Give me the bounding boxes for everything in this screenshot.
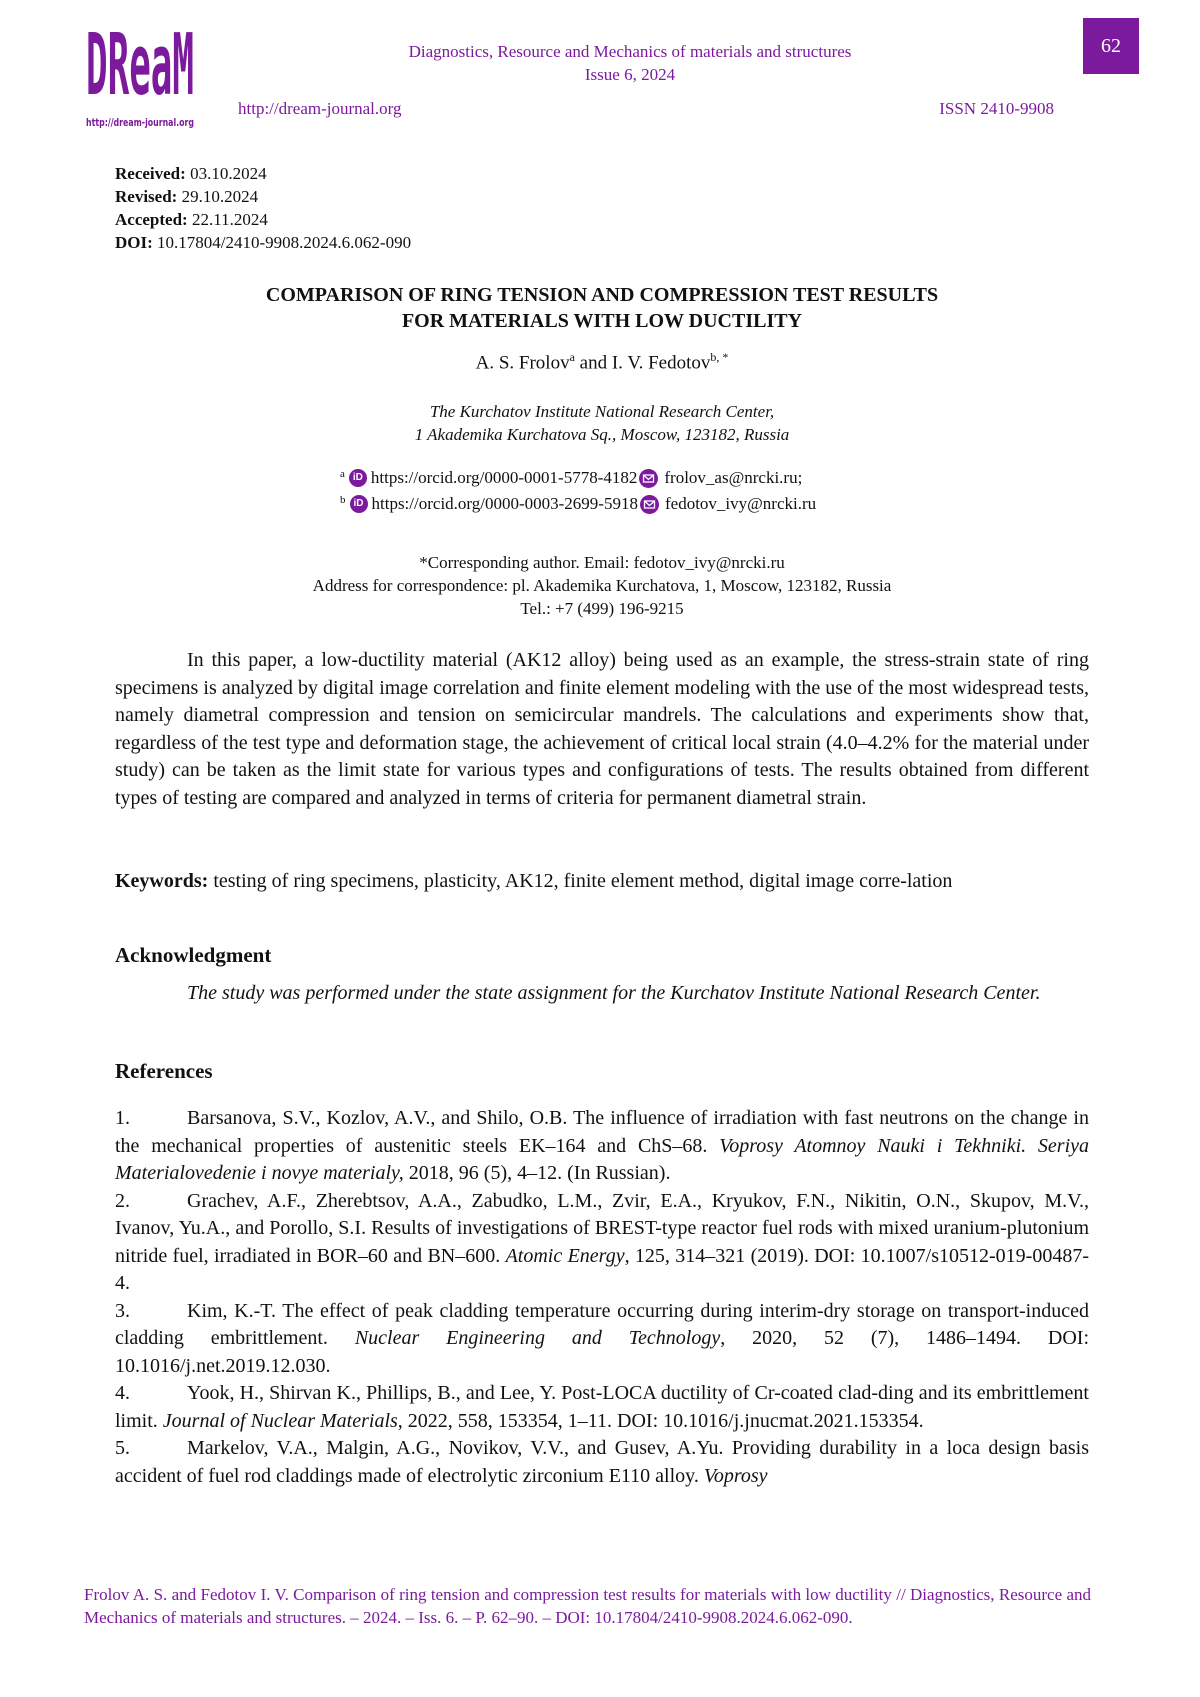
author-frolov: A. S. Frolov — [475, 352, 570, 374]
page-number: 62 — [1083, 18, 1139, 74]
issn: ISSN 2410-9908 — [939, 99, 1054, 118]
email-icon — [640, 495, 659, 514]
reference-source: Atomic Energy — [505, 1244, 625, 1267]
email-link-b[interactable]: fedotov_ivy@nrcki.ru — [664, 494, 817, 513]
doi-link[interactable]: 10.17804/2410-9908.2024.6.062-090 — [157, 233, 412, 252]
reference-number: 3. — [115, 1299, 130, 1322]
reference-item — [115, 1188, 1089, 1298]
affiliation: The Kurchatov Institute National Research Center, 1 Akademika Kurchatova Sq., Moscow, 123182, Russia — [414, 402, 790, 444]
reference-number: 1. — [115, 1107, 130, 1129]
reference-details: , 125, 314–321 (2019). DOI: 10.1007/s10512-019-00487-4. — [115, 1244, 1089, 1294]
telephone: Tel.: +7 (499) 196-9215 — [520, 599, 684, 618]
logo-wordmark: DReaM — [85, 15, 194, 115]
keywords-text: testing of ring specimens, plasticity, AK12, finite element method, digital image corre-lation — [213, 870, 953, 892]
reference-source: Journal of Nuclear Materials — [162, 1409, 398, 1432]
journal-title — [330, 40, 930, 86]
authors: A. S. Frolov$^a$ and I. V. Fedotov$^{b, *}$ — [475, 350, 729, 374]
reference-text: Markelov, V.A., Malgin, A.G., Novikov, V.V., and Gusev, A.Yu. Providing durability in a loca design basis accident of fuel rod claddings made of electrolytic zirconium E110 alloy. — [115, 1437, 1089, 1487]
acknowledgment-heading: Acknowledgment — [115, 943, 272, 967]
keywords-label: Keywords: — [115, 870, 209, 892]
accepted-date: Accepted: 22.11.2024 — [115, 210, 268, 229]
reference-number: 5. — [115, 1437, 130, 1459]
reference-text: Barsanova, S.V., Kozlov, A.V., and Shilo, O.B. The influence of irradiation with fast neutrons on the change in the mechanical properties of austenitic steels EK–164 and ChS–68. — [115, 1107, 1089, 1157]
doi: DOI: 10.17804/2410-9908.2024.6.062-090 — [115, 233, 412, 252]
logo-url: http://dream-journal.org — [86, 116, 194, 129]
orcid-link-b[interactable]: https://orcid.org/0000-0003-2699-5918 — [371, 494, 638, 513]
abstract: In this paper, a low-ductility material (AK12 alloy) being used as an example, the stress-strain state of ring specimens is analyzed by digital image correlation and finite element modeling with the use of the most widespread tests, namely diametral compression and tension on semicircular mandrels. The calculations and experiments show that, regardless of the test type and deformation stage, the achievement of critical local strain (4.0–4.2% for the material under study) can be taken as the limit state for various types and configurations of tests. The results obtained from different types of testing are compared and analyzed in terms of criteria for permanent diametral strain. — [115, 649, 1089, 809]
acknowledgment-text: The study was performed under the state assignment for the Kurchatov Institute National Research Center. — [187, 982, 1041, 1004]
keywords — [115, 868, 1089, 896]
correspondence-address: Address for correspondence: pl. Akademika Kurchatova, 1, Moscow, 123182, Russia — [312, 576, 892, 595]
journal-name: Diagnostics, Resource and Mechanics of materials and structures — [408, 42, 852, 61]
reference-source: Voprosy — [703, 1464, 768, 1487]
references-heading: References — [115, 1059, 213, 1083]
orcid-icon: iD — [350, 495, 368, 513]
journal-url-link[interactable]: http://dream-journal.org — [238, 99, 402, 118]
reference-list — [115, 1105, 1089, 1490]
article-title: COMPARISON OF RING TENSION AND COMPRESSION TEST RESULTS FOR MATERIALS WITH LOW DUCTILITY — [265, 284, 939, 332]
received-date: Received: 03.10.2024 — [115, 164, 267, 183]
author-fedotov: I. V. Fedotov — [611, 352, 711, 374]
reference-details: 2018, 96 (5), 4–12. (In Russian). — [403, 1162, 671, 1184]
reference-text: Yook, H., Shirvan K., Phillips, B., and Lee, Y. Post-LOCA ductility of Cr-coated clad-ding and its embrittlement limit. — [115, 1382, 1089, 1432]
email-link-a[interactable]: frolov_as@nrcki.ru; — [664, 468, 803, 487]
corresponding-author: *Corresponding author. Email: fedotov_ivy@nrcki.ru — [419, 553, 785, 572]
correspondence-block — [115, 551, 1089, 620]
reference-item — [115, 1105, 1089, 1188]
article-dates — [115, 162, 411, 254]
reference-source: Nuclear Engineering and Technology — [354, 1327, 721, 1349]
reference-number: 2. — [115, 1189, 130, 1212]
reference-details: , 2022, 558, 153354, 1–11. DOI: 10.1016/j.jnucmat.2021.153354. — [397, 1409, 924, 1432]
orcid-line-a: a iD https://orcid.org/0000-0001-5778-4182 frolov_as@nrcki.ru; — [340, 468, 803, 487]
orcid-link-a[interactable]: https://orcid.org/0000-0001-5778-4182 — [370, 468, 638, 487]
reference-details: , 2020, 52 (7), 1486–1494. DOI: 10.1016/j.net.2019.12.030. — [115, 1327, 1090, 1377]
email-icon — [639, 469, 658, 488]
citation-footer: Frolov A. S. and Fedotov I. V. Comparison of ring tension and compression test results for materials with low ductility // Diagnostics, Resource and Mechanics of materials and structures. – 2024. – Iss. 6. – P. 62–90. – DOI: 10.17804/2410-9908.2024.6.062-090. — [84, 1585, 1091, 1627]
reference-item — [115, 1380, 1089, 1435]
reference-item — [115, 1298, 1089, 1381]
orcid-icon: iD — [349, 469, 367, 487]
reference-source: Voprosy Atomnoy Nauki i Tekhniki. Seriya Materialovedenie i novye materialy, — [115, 1134, 1090, 1184]
reference-text: Grachev, A.F., Zherebtsov, A.A., Zabudko, L.M., Zvir, E.A., Kryukov, F.N., Nikitin, O.N., Skupov, M.V., Ivanov, Yu.A., and Porollo, S.I. Results of investigations of BREST-type reactor fuel rods with mixed uranium-plutonium nitride fuel, irradiated in BOR–60 and BN–600. — [115, 1189, 1089, 1267]
reference-text: Kim, K.-T. The effect of peak cladding temperature occurring during interim-dry storage on transport-induced cladding embrittlement. — [115, 1299, 1089, 1349]
reference-item — [115, 1435, 1089, 1490]
journal-issue: Issue 6, 2024 — [584, 65, 676, 84]
orcid-line-b: b iD https://orcid.org/0000-0003-2699-5918 fedotov_ivy@nrcki.ru — [340, 494, 817, 513]
journal-logo[interactable] — [82, 14, 198, 130]
revised-date: Revised: 29.10.2024 — [115, 187, 259, 206]
reference-number: 4. — [115, 1382, 130, 1404]
